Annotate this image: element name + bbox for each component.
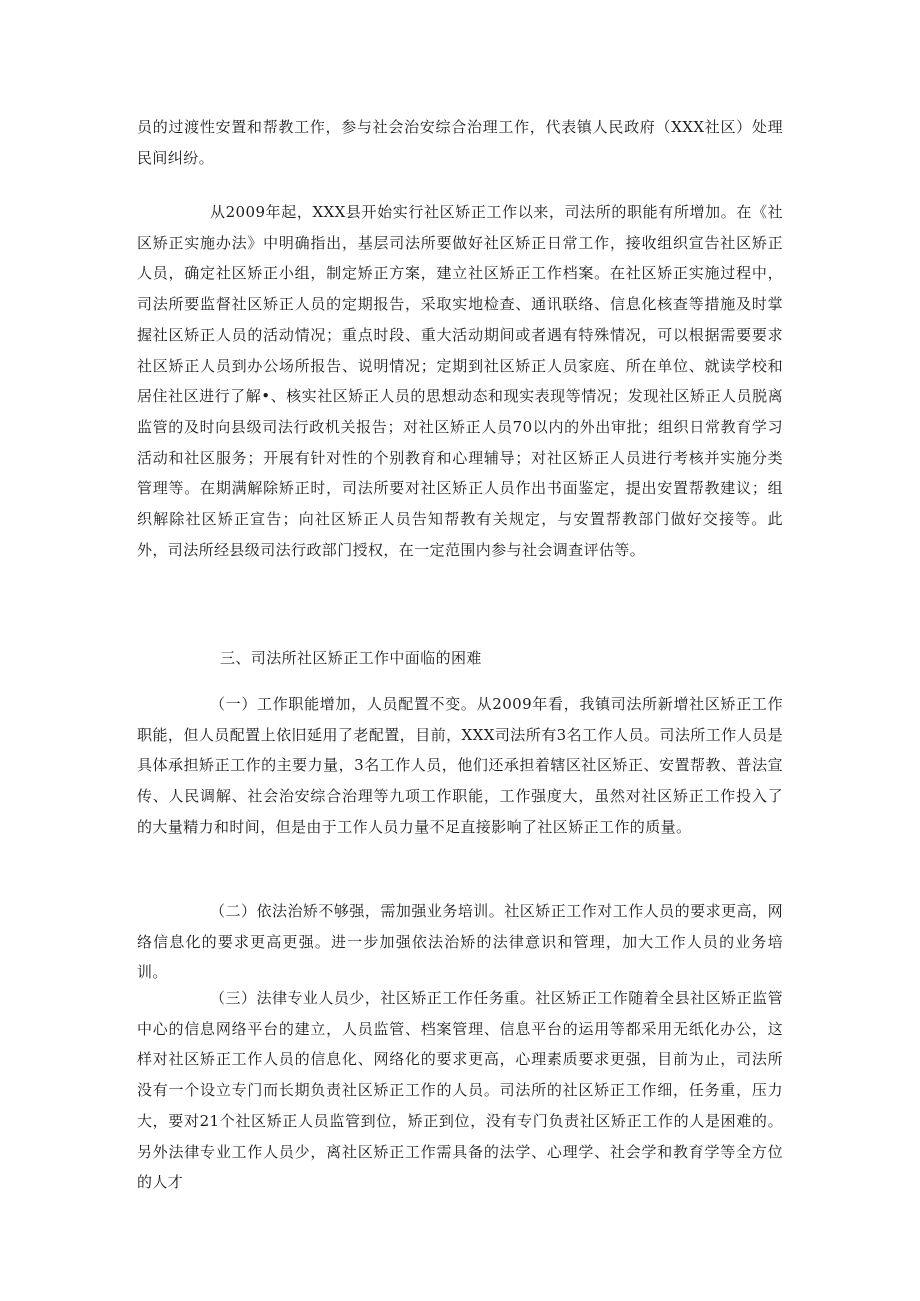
section-heading-difficulties: 三、司法所社区矫正工作中面临的困难 bbox=[220, 649, 482, 667]
paragraph-difficulty-3: （三）法律专业人员少，社区矫正工作任务重。社区矫正工作随着全县社区矫正监管中心的信息网络平台的建立，人员监管、档案管理、信息平台的运用等都采用无纸化办公，这样对社区矫正工作人员的信息化、网络化的要求更高，心理素质要求更强，目前为止，司法所没有一个设立专门而长期负责社区矫正工作的人员。司法所的社区矫正工作细，任务重，压力大，要对21个社区矫正人员监管到位，矫正到位，没有专门负责社区矫正工作的人是困难的。另外法律专业工作人员少，离社区矫正工作需具备的法学、心理学、社会学和教育学等全方位的人才 bbox=[137, 989, 783, 1192]
paragraph-difficulty-1: （一）工作职能增加，人员配置不变。从2009年看，我镇司法所新增社区矫正工作职能，但人员配置上依旧延用了老配置，目前，XXX司法所有3名工作人员。司法所工作人员是具体承担矫正工作的主要力量，3名工作人员，他们还承担着辖区社区矫正、安置帮教、普法宣传、人民调解、社会治安综合治理等九项工作职能，工作强度大，虽然对社区矫正工作投入了的大量精力和时间，但是由于工作人员力量不足直接影响了社区矫正工作的质量。 bbox=[137, 695, 783, 836]
paragraph-difficulty-2: （二）依法治矫不够强，需加强业务培训。社区矫正工作对工作人员的要求更高，网络信息化的要求更高更强。进一步加强依法治矫的法律意识和管理，加大工作人员的业务培训。 bbox=[137, 902, 783, 982]
paragraph-continuation: 员的过渡性安置和帮教工作，参与社会治安综合治理工作，代表镇人民政府（XXX社区）处理民间纠纷。 bbox=[137, 118, 783, 167]
paragraph-correction-duties: 从2009年起，XXX县开始实行社区矫正工作以来，司法所的职能有所增加。在《社区矫正实施办法》中明确指出，基层司法所要做好社区矫正日常工作，接收组织宣告社区矫正人员，确定社区矫正小组，制定矫正方案，建立社区矫正工作档案。在社区矫正实施过程中，司法所要监督社区矫正人员的定期报告，采取实地检查、通讯联络、信息化核查等措施及时掌握社区矫正人员的活动情况；重点时段、重大活动期间或者遇有特殊情况，可以根据需要要求社区矫正人员到办公场所报告、说明情况；定期到社区矫正人员家庭、所在单位、就读学校和居住社区进行了解•、核实社区矫正人员的思想动态和现实表现等情况；发现社区矫正人员脱离监管的及时向县级司法行政机关报告；对社区矫正人员70以内的外出审批；组织日常教育学习活动和社区服务；开展有针对性的个别教育和心理辅导；对社区矫正人员进行考核并实施分类管理等。在期满解除矫正时，司法所要对社区矫正人员作出书面鉴定，提出安置帮教建议；组织解除社区矫正宣告；向社区矫正人员告知帮教有关规定，与安置帮教部门做好交接等。此外，司法所经县级司法行政部门授权，在一定范围内参与社会调查评估等。 bbox=[137, 203, 783, 559]
